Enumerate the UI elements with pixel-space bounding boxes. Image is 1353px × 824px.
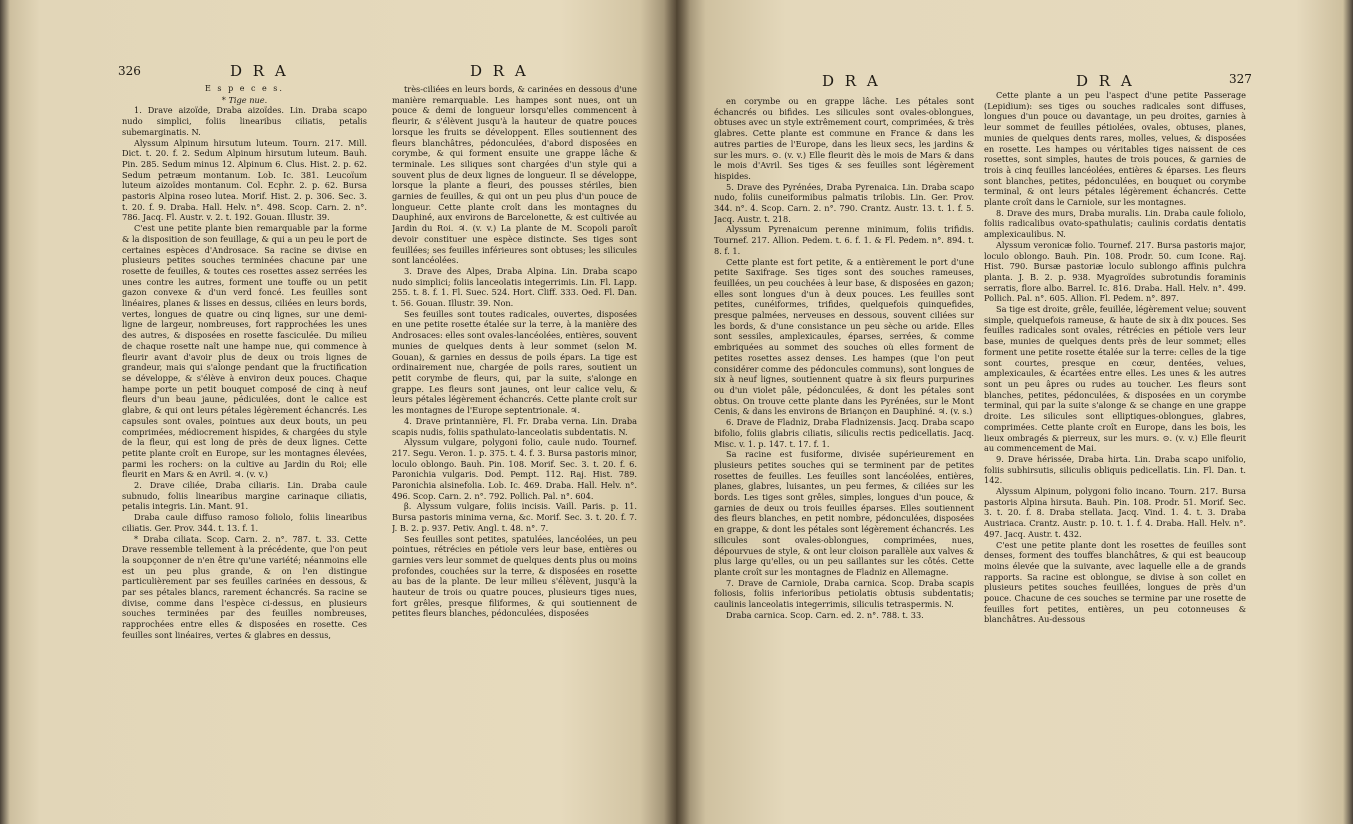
- paragraph: Alyssum vulgare, polygoni folio, caule nudo. Tournef. 217. Segu. Veron. 1. p. 375. t. 4. f. 3. Bursa pastoris minor, loculo oblongo. Bauh. Pin. 108. Morif. Sec. 3. t. 20. f. 6. Paronichia vulgaris. Dod. Pempt. 112. Raj. Hist. 789. Paronichia alsinefolia. Lob. Ic. 469. Draba. Hall. Helv. n°. 496. Scop. Carn. 2. n°. 792. Pollich. Pal. n°. 604.: [392, 437, 637, 501]
- paragraph: 4. Drave printannière, Fl. Fr. Draba verna. Lin. Draba scapis nudis, foliis spathulato-lanceolatis subdentatis. N.: [392, 415, 637, 437]
- paragraph: 9. Drave hérissée, Draba hirta. Lin. Draba scapo unifolio, foliis subhirsutis, siliculis obliquis pedicellatis. Lin. Fl. Dan. t. 142.: [984, 453, 1246, 486]
- paragraph: en corymbe ou en grappe lâche. Les pétales sont échancrés ou bifides. Les silicules sont ovales-oblongues, obtuses avec un style extrêmement court, comprimées, & très glabres. Cette plante est commune en France & dans les autres parties de l'Europe, dans les lieux secs, les jardins & sur les murs. ⊙. (v. v.) Elle fleurit dès le mois de Mars & dans le mois d'Avril. Ses tiges & ses feuilles sont légèrement hispides.: [714, 96, 974, 181]
- paragraph: très-ciliées en leurs bords, & carinées en dessous d'une manière remarquable. Les hampes sont nues, ont un pouce & demi de longueur lorsqu'elles commencent à fleurir, & s'élèvent jusqu'à la hauteur de quatre pouces lorsque les fruits se développent. Elles soutiennent des fleurs blanchâtres, pédonculées, d'abord disposées en corymbe, & qui forment ensuite une grappe lâche & terminale. Les siliques sont chargées d'un style qui a souvent plus de deux lignes de longueur. Il se développe, lorsque la plante a fleuri, des pousses stériles, bien garnies de feuilles, & qui ont un peu plus d'un pouce de longueur. Cette plante croît dans les montagnes du Dauphiné, aux environs de Barcelonette, & est cultivée au Jardin du Roi. ♃. (v. v.) La plante de M. Scopoli paroît devoir constituer une espèce distincte. Ses tiges sont feuillées; ses feuilles inférieures sont obtuses; les silicules sont lancéolées.: [392, 84, 637, 266]
- left-running-head-inner: D R A: [470, 62, 529, 80]
- paragraph: 5. Drave des Pyrénées, Draba Pyrenaica. Lin. Draba scapo nudo, foliis cuneiformibus palmatis trilobis. Lin. Ger. Prov. 344. n°. 4. Scop. Carn. 2. n°. 790. Crantz. Austr. 13. t. 1. f. 5. Jacq. Austr. t. 218.: [714, 181, 974, 224]
- right-page: [676, 0, 1353, 824]
- section-heading: E s p e c e s.: [205, 84, 284, 93]
- paragraph: Sa racine est fusiforme, divisée supérieurement en plusieurs petites souches qui se terminent par de petites rosettes de feuilles. Les feuilles sont lancéolées, entières, planes, glabres, luisantes, un peu fermes, & ciliées sur les bords. Les tiges sont grêles, simples, longues d'un pouce, & garnies de deux ou trois feuilles éparses. Elles soutiennent des fleurs blanches, en petit nombre, pédonculées, disposées en grappe, & dont les pétales sont légèrement échancrés. Les silicules sont ovales-oblongues, comprimées, nues, dépourvues de style, & ont leur cloison parallèle aux valves & plus large qu'elles, ou un peu saillantes sur les côtés. Cette plante croît sur les montagnes de Fladniz en Allemagne.: [714, 449, 974, 577]
- paragraph: β. Alyssum vulgare, foliis incisis. Vaill. Paris. p. 11. Bursa pastoris minima verna, &c. Morif. Sec. 3. t. 20. f. 7. J. B. 2. p. 937. Petiv. Angl. t. 48. n°. 7.: [392, 501, 637, 533]
- book-gutter: [664, 0, 690, 824]
- subsection-heading: * Tige nue.: [221, 94, 268, 105]
- paragraph: Draba carnica. Scop. Carn. ed. 2. n°. 788. t. 33.: [726, 609, 924, 620]
- left-running-head: D R A: [230, 62, 289, 80]
- paragraph: C'est une petite plante bien remarquable par la forme & la disposition de son feuillage, & qui a un peu le port de certaines espèces d'Androsace. Sa racine se divise en plusieurs petites souches terminées chacune par une rosette de feuilles, & toutes ces rosettes assez serrées les unes contre les autres, forment une touffe ou un petit gazon convexe & d'un verd foncé. Les feuilles sont linéaires, planes & lisses en dessus, ciliées en leurs bords, vertes, longues de quatre ou cinq lignes, sur une demi-ligne de largeur, nombreuses, fort rapprochées les unes des autres, & disposées en rosette fasciculée. Du milieu de chaque rosette naît une hampe nue, qui commence à fleurir avant d'avoir plus de deux ou trois lignes de grandeur, mais qui s'alonge pendant que la fructification se développe, & s'élève à environ deux pouces. Chaque hampe porte un petit bouquet composé de cinq à neuf fleurs d'un beau jaune, pédiculées, dont le calice est glabre, & qui ont leurs pétales légèrement échancrés. Les capsules sont ovales, pointues aux deux bouts, un peu comprimées, médiocrement hispides, & chargées du style de la fleur, qui est long de près de deux lignes. Cette petite plante croît en Europe, sur les montagnes élevées, parmi les rochers: on la cultive au Jardin du Roi; elle fleurit en Mars & en Avril. ♃. (v. v.): [122, 223, 367, 480]
- right-running-head-inner: D R A: [822, 72, 881, 90]
- right-column-1: [714, 96, 974, 816]
- left-column-2: [392, 84, 637, 814]
- paragraph: 1. Drave aizoïde, Draba aizoïdes. Lin. Draba scapo nudo simplici, foliis linearibus ciliatis, petalis subemarginatis. N.: [122, 105, 367, 137]
- paragraph: 7. Drave de Carniole, Draba carnica. Scop. Draba scapis foliosis, foliis inferioribus petiolatis obtusis subdentatis; caulinis lanceolatis integerrimis, siliculis tetraspermis. N.: [714, 577, 974, 610]
- left-column-1: [122, 84, 367, 814]
- paragraph: Alyssum Alpinum hirsutum luteum. Tourn. 217. Mill. Dict. t. 20. f. 2. Sedum Alpinum hirsutum luteum. Bauh. Pin. 285. Sedum minus 12. Alpinum 6. Clus. Hist. 2. p. 62. Sedum petræum montanum. Lob. Ic. 381. Leucoïum luteum aizoïdes montanum. Col. Ecphr. 2. p. 62. Bursa pastoris Alpina roseo lutea. Morif. Hist. 2. p. 306. Sec. 3. t. 20. f. 9. Draba. Hall. Helv. n°. 498. Scop. Carn. 2. n°. 786. Jacq. Fl. Austr. v. 2. t. 192. Gouan. Illustr. 39.: [122, 137, 367, 223]
- paragraph: 2. Drave ciliée, Draba ciliaris. Lin. Draba caule subnudo, foliis linearibus margine carinaque ciliatis, petalis integris. Lin. Mant. 91.: [122, 480, 367, 512]
- paragraph: Ses feuilles sont petites, spatulées, lancéolées, un peu pointues, rétrécies en pétiole vers leur base, entières ou garnies vers leur sommet de quelques dents plus ou moins profondes, couchées sur la terre, & disposées en rosette au bas de la plante. De leur milieu s'élèvent, jusqu'à la hauteur de trois ou quatre pouces, plusieurs tiges nues, fort grêles, presque filiformes, & qui soutiennent de petites fleurs blanches, pédonculées, disposées: [392, 533, 637, 619]
- paragraph: Alyssum Alpinum, polygoni folio incano. Tourn. 217. Bursa pastoris Alpina hirsuta. Bauh. Pin. 108. Prodr. 51. Morif. Sec. 3. t. 20. f. 8. Draba stellata. Jacq. Vind. 1. 4. t. 3. Draba Austriaca. Crantz. Austr. p. 10. t. 1. f. 4. Draba. Hall. Helv. n°. 497. Jacq. Austr. t. 432.: [984, 486, 1246, 539]
- paragraph: Alyssum Pyrenaicum perenne minimum, foliis trifidis. Tournef. 217. Allion. Pedem. t. 6. f. 1. & Fl. Pedem. n°. 894. t. 8. f. 1.: [714, 224, 974, 256]
- right-running-head: D R A: [1076, 72, 1135, 90]
- paragraph: 3. Drave des Alpes, Draba Alpina. Lin. Draba scapo nudo simplici; foliis lanceolatis integerrimis. Lin. Fl. Lapp. 255. t. 8. f. 1. Fl. Suec. 524. Hort. Cliff. 333. Oed. Fl. Dan. t. 56. Gouan. Illustr. 39. Non.: [392, 265, 637, 309]
- paragraph: Cette plante est fort petite, & a entièrement le port d'une petite Saxifrage. Ses tiges sont des souches rameuses, feuillées, un peu couchées à leur base, & disposées en gazon; elles sont longues d'un à deux pouces. Les feuilles sont petites, cunéiformes, trifides, quelquefois quinquefides, presque palmées, nerveuses en dessous, souvent ciliées sur les bords, & d'une consistance un peu sèche ou aride. Elles sont sessiles, amplexicaules, éparses, serrées, & comme embriquées au sommet des souches où elles forment de petites rosettes assez denses. Les hampes (que l'on peut considérer comme des pédoncules communs), sont longues de six à neuf lignes, soutiennent quatre à six fleurs purpurines ou d'un violet pâle, pédonculées, & dont les pétales sont obtus. On trouve cette plante dans les Pyrénées, sur le Mont Cenis, & dans les environs de Briançon en Dauphiné. ♃. (v. s.): [714, 256, 974, 417]
- paragraph: Sa tige est droite, grêle, feuillée, légèrement velue; souvent simple, quelquefois rameuse, & haute de six à dix pouces. Ses feuilles radicales sont ovales, rétrécies en pétiole vers leur base, munies de quelques dents près de leur sommet; elles forment une petite rosette étalée sur la terre: celles de la tige sont courtes, presque en cœur, dentées, velues, amplexicaules, & écartées entre elles. Les unes & les autres sont un peu âpres ou rudes au toucher. Les fleurs sont blanches, petites, pédonculées, & disposées en un corymbe terminal, qui par la suite s'alonge & se change en une grappe droite. Les silicules sont elliptiques-oblongues, glabres, comprimées. Cette plante croît en Europe, dans les bois, les lieux ombragés & pierreux, sur les murs. ⊙. (v. v.) Elle fleurit au commencement de Mai.: [984, 304, 1246, 454]
- paragraph: * Draba ciliata. Scop. Carn. 2. n°. 787. t. 33. Cette Drave ressemble tellement à la précédente, que l'on peut la soupçonner de n'en être qu'une variété; néanmoins elle est un peu plus grande, & on l'en distingue particulièrement par ses feuilles carinées en dessous, & par ses pétales blancs, rarement échancrés. Sa racine se divise, comme dans l'espèce ci-dessus, en plusieurs souches terminées par des feuilles nombreuses, rapprochées entre elles & disposées en rosette. Ces feuilles sont linéaires, vertes & glabres en dessus,: [122, 533, 367, 640]
- left-page: [0, 0, 676, 824]
- paragraph: C'est une petite plante dont les rosettes de feuilles sont denses, forment des touffes blanchâtres, & qui est beaucoup moins élevée que la suivante, avec laquelle elle a de grands rapports. Sa racine est oblongue, se divise à son collet en plusieurs petites souches feuillées, longues de près d'un pouce. Chacune de ces souches se termine par une rosette de feuilles fort petites, entières, un peu cotonneuses & blanchâtres. Au-dessous: [984, 539, 1246, 625]
- paragraph: Cette plante a un peu l'aspect d'une petite Passerage (Lepidium): ses tiges ou souches radicales sont diffuses, longues d'un pouce ou davantage, un peu droites, garnies à leur sommet de feuilles pétiolées, ovales, obtuses, planes, munies de quelques dents rares, molles, velues, & disposées en rosette. Les hampes ou véritables tiges naissent de ces rosettes, sont simples, hautes de trois pouces, & garnies de trois à cinq feuilles lancéolées, entières & éparses. Les fleurs sont blanches, petites, pédonculées, en bouquet ou corymbe terminal, & ont leurs pétales légèrement échancrés. Cette plante croît dans le Carniole, sur les montagnes.: [984, 90, 1246, 208]
- paragraph: Alyssum veronicæ folio. Tournef. 217. Bursa pastoris major, loculo oblongo. Bauh. Pin. 108. Prodr. 50. cum Icone. Raj. Hist. 790. Bursæ pastoriæ loculo sublongo affinis pulchra planta. J. B. 2. p. 938. Myagroïdes subrotundis foraminis serratis, flore albo. Barrel. Ic. 816. Draba. Hall. Helv. n°. 499. Pollich. Pal. n°. 605. Allion. Fl. Pedem. n°. 897.: [984, 239, 1246, 304]
- paragraph: 6. Drave de Fladniz, Draba Fladnizensis. Jacq. Draba scapo bifolio, foliis glabris ciliatis, siliculis rectis pedicellatis. Jacq. Misc. v. 1. p. 147. t. 17. f. 1.: [714, 417, 974, 449]
- right-page-number: 327: [1229, 72, 1252, 86]
- paragraph: Ses feuilles sont toutes radicales, ouvertes, disposées en une petite rosette étalée sur la terre, à la manière des Androsaces: elles sont ovales-lancéolées, entières, souvent munies de quelques dents à leur sommet (selon M. Gouan), & garnies en dessus de poils épars. La tige est ordinairement nue, chargée de poils rares, soutient un petit corymbe de fleurs, qui, par la suite, s'alonge en grappe. Les fleurs sont jaunes, ont leur calice velu, & leurs pétales légèrement échancrés. Cette plante croît sur les montagnes de l'Europe septentrionale. ♃.: [392, 308, 637, 416]
- right-column-2: [984, 90, 1246, 816]
- paragraph: 8. Drave des murs, Draba muralis. Lin. Draba caule foliolo, foliis radicalibus ovato-spathulatis; caulinis cordatis dentatis amplexicaulibus. N.: [984, 207, 1246, 240]
- paragraph: Draba caule diffuso ramoso foliolo, foliis linearibus ciliatis. Ger. Prov. 344. t. 13. f. 1.: [122, 512, 367, 533]
- left-page-number: 326: [118, 64, 141, 78]
